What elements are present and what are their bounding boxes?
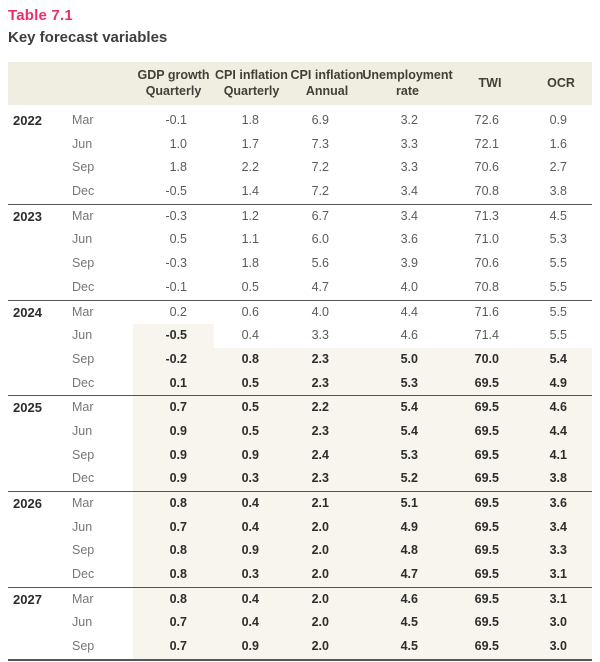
value-cell: 0.5 xyxy=(169,232,187,247)
year-label: 2027 xyxy=(13,591,42,607)
table-row xyxy=(8,444,592,468)
year-group-2023 xyxy=(8,204,592,300)
forecast-value-cell: 3.6 xyxy=(530,492,592,516)
forecast-value-cell: 69.5 xyxy=(450,467,530,491)
forecast-value-cell: 0.1 xyxy=(133,372,214,396)
forecast-value-cell: 5.2 xyxy=(365,467,450,491)
forecast-value-cell: 3.0 xyxy=(530,635,592,659)
value-cell: -0.5 xyxy=(165,184,187,199)
value-cell: 6.9 xyxy=(311,113,329,127)
value-cell: 72.6 xyxy=(474,113,499,127)
forecast-value-cell: 0.9 xyxy=(133,420,214,444)
forecast-value-cell: 69.5 xyxy=(450,396,530,420)
forecast-value-cell: 3.0 xyxy=(530,611,592,635)
value-cell: 3.9 xyxy=(400,256,418,271)
year-label: 2025 xyxy=(13,400,42,416)
quarter-label: Sep xyxy=(72,160,95,175)
value-cell: 4.0 xyxy=(400,279,418,294)
table-row xyxy=(8,276,592,300)
value-cell: 7.3 xyxy=(311,136,329,151)
value-cell: 71.6 xyxy=(474,304,499,319)
forecast-value-cell: 69.5 xyxy=(450,420,530,444)
value-cell: 3.4 xyxy=(400,208,418,223)
forecast-value-cell: 3.1 xyxy=(530,563,592,587)
value-cell: 3.6 xyxy=(400,232,418,247)
forecast-value-cell: 4.1 xyxy=(530,444,592,468)
forecast-value-cell: 2.4 xyxy=(289,444,365,468)
table-row xyxy=(8,301,592,325)
quarter-label: Jun xyxy=(72,519,93,534)
forecast-value-cell: 0.4 xyxy=(214,611,289,635)
year-group-2022 xyxy=(8,109,592,204)
value-cell: 4.4 xyxy=(400,304,418,319)
value-cell: 70.6 xyxy=(474,160,499,175)
col-header-unemployment-rate xyxy=(362,68,453,99)
forecast-value-cell: 4.7 xyxy=(365,563,450,587)
forecast-value-cell: 4.6 xyxy=(365,588,450,612)
value-cell: 4.0 xyxy=(311,304,329,319)
forecast-value-cell: 0.5 xyxy=(214,420,289,444)
forecast-value-cell: -0.5 xyxy=(133,324,214,348)
forecast-value-cell: 5.0 xyxy=(365,348,450,372)
forecast-value-cell: 0.4 xyxy=(214,588,289,612)
quarter-label: Sep xyxy=(72,447,95,462)
value-cell: 6.0 xyxy=(311,232,329,247)
value-cell: 70.6 xyxy=(474,256,499,271)
year-label xyxy=(8,156,64,180)
quarter-label: Jun xyxy=(72,136,93,151)
value-cell: 5.3 xyxy=(549,232,567,247)
quarter-label: Jun xyxy=(72,328,93,343)
forecast-value-cell: 4.4 xyxy=(530,420,592,444)
forecast-value-cell: 69.5 xyxy=(450,563,530,587)
forecast-value-cell: 69.5 xyxy=(450,611,530,635)
forecast-value-cell: 0.7 xyxy=(133,516,214,540)
value-cell: 3.3 xyxy=(400,160,418,175)
col-header-line1: TWI xyxy=(478,75,502,90)
table-row xyxy=(8,133,592,157)
value-cell: 72.1 xyxy=(474,136,499,151)
forecast-value-cell: 0.8 xyxy=(133,539,214,563)
forecast-value-cell: 2.0 xyxy=(289,539,365,563)
forecast-value-cell: 3.3 xyxy=(530,539,592,563)
col-header-twi xyxy=(450,76,530,91)
value-cell: 3.3 xyxy=(400,136,418,151)
forecast-value-cell: 2.3 xyxy=(289,372,365,396)
value-cell: 1.6 xyxy=(549,136,567,151)
year-label: 2022 xyxy=(13,113,42,128)
forecast-value-cell: 0.9 xyxy=(214,444,289,468)
value-cell: 0.2 xyxy=(169,304,187,319)
forecast-value-cell: 5.3 xyxy=(365,444,450,468)
year-label xyxy=(8,420,64,444)
forecast-value-cell: 3.4 xyxy=(530,516,592,540)
value-cell: 1.1 xyxy=(241,232,259,247)
quarter-label: Mar xyxy=(72,496,94,510)
table-row xyxy=(8,539,592,563)
forecast-value-cell: 3.1 xyxy=(530,588,592,612)
value-cell: -0.3 xyxy=(165,208,187,223)
forecast-value-cell: 0.3 xyxy=(214,563,289,587)
value-cell: 4.5 xyxy=(549,208,567,223)
forecast-value-cell: 0.5 xyxy=(214,396,289,420)
table-row xyxy=(8,611,592,635)
table-row xyxy=(8,252,592,276)
forecast-value-cell: 2.3 xyxy=(289,420,365,444)
table-row xyxy=(8,348,592,372)
forecast-value-cell: 4.8 xyxy=(365,539,450,563)
value-cell: 2.7 xyxy=(549,160,567,175)
table-row xyxy=(8,228,592,252)
year-group-2026 xyxy=(8,491,592,587)
value-cell: 71.4 xyxy=(474,328,499,343)
quarter-label: Jun xyxy=(72,423,93,438)
forecast-value-cell: 0.8 xyxy=(133,588,214,612)
forecast-value-cell: 2.1 xyxy=(289,492,365,516)
table-row xyxy=(8,205,592,229)
table-row xyxy=(8,588,592,612)
quarter-label: Sep xyxy=(72,351,95,366)
year-label xyxy=(8,133,64,157)
col-header-line1: OCR xyxy=(547,75,575,90)
value-cell: 4.7 xyxy=(311,279,329,294)
forecast-value-cell: 0.5 xyxy=(214,372,289,396)
col-header-ocr xyxy=(530,76,592,91)
value-cell: 0.4 xyxy=(241,328,259,343)
table-row xyxy=(8,516,592,540)
value-cell: 1.8 xyxy=(241,256,259,271)
forecast-value-cell: 0.8 xyxy=(133,563,214,587)
forecast-value-cell: 4.9 xyxy=(530,372,592,396)
quarter-label: Dec xyxy=(72,567,95,582)
forecast-value-cell: 69.5 xyxy=(450,492,530,516)
value-cell: 71.0 xyxy=(474,232,499,247)
year-label xyxy=(8,635,64,659)
quarter-label: Sep xyxy=(72,543,95,558)
quarter-label: Dec xyxy=(72,471,95,486)
col-header-line1: CPI inflation xyxy=(215,68,288,83)
forecast-table xyxy=(8,62,592,661)
forecast-value-cell: 0.9 xyxy=(133,444,214,468)
value-cell: 1.0 xyxy=(169,136,187,151)
forecast-value-cell: 4.5 xyxy=(365,611,450,635)
forecast-value-cell: 0.7 xyxy=(133,635,214,659)
value-cell: 1.7 xyxy=(241,136,259,151)
value-cell: -0.3 xyxy=(165,256,187,271)
value-cell: 6.7 xyxy=(311,208,329,223)
forecast-value-cell: 0.7 xyxy=(133,396,214,420)
year-label xyxy=(8,180,64,204)
forecast-value-cell: 2.3 xyxy=(289,467,365,491)
forecast-value-cell: 2.0 xyxy=(289,563,365,587)
value-cell: 3.3 xyxy=(311,328,329,343)
value-cell: 0.9 xyxy=(549,113,567,127)
forecast-value-cell: 0.8 xyxy=(133,492,214,516)
value-cell: 70.8 xyxy=(474,279,499,294)
year-label xyxy=(8,348,64,372)
forecast-value-cell: 5.3 xyxy=(365,372,450,396)
table-number: Table 7.1 xyxy=(8,7,73,24)
forecast-value-cell: 5.4 xyxy=(530,348,592,372)
quarter-label: Mar xyxy=(72,304,94,319)
forecast-value-cell: 69.5 xyxy=(450,635,530,659)
quarter-label: Mar xyxy=(72,208,94,223)
value-cell: 71.3 xyxy=(474,208,499,223)
forecast-value-cell: 2.0 xyxy=(289,588,365,612)
col-header-cpi-quarterly xyxy=(214,68,289,99)
value-cell: 5.5 xyxy=(549,279,567,294)
value-cell: 5.5 xyxy=(549,304,567,319)
year-group-2024 xyxy=(8,300,592,396)
year-label: 2023 xyxy=(13,208,42,224)
value-cell: 1.4 xyxy=(241,184,259,199)
forecast-value-cell: 2.2 xyxy=(289,396,365,420)
quarter-label: Jun xyxy=(72,615,93,630)
forecast-value-cell: 0.3 xyxy=(214,467,289,491)
year-label: 2026 xyxy=(13,496,42,511)
value-cell: 70.8 xyxy=(474,184,499,199)
year-label xyxy=(8,324,64,348)
value-cell: 1.8 xyxy=(169,160,187,175)
value-cell: 5.6 xyxy=(311,256,329,271)
year-label xyxy=(8,611,64,635)
year-group-2027 xyxy=(8,587,592,659)
table-row xyxy=(8,109,592,133)
quarter-label: Dec xyxy=(72,279,95,294)
forecast-value-cell: 0.9 xyxy=(214,539,289,563)
quarter-label: Sep xyxy=(72,256,95,271)
year-label xyxy=(8,252,64,276)
year-group-2025 xyxy=(8,395,592,491)
forecast-value-cell: 69.5 xyxy=(450,588,530,612)
year-label xyxy=(8,539,64,563)
year-label xyxy=(8,444,64,468)
table-body xyxy=(8,109,592,661)
table-row xyxy=(8,563,592,587)
col-header-line1: CPI inflation xyxy=(290,68,364,83)
value-cell: 5.5 xyxy=(549,328,567,343)
value-cell: 3.8 xyxy=(549,184,567,199)
forecast-value-cell: 70.0 xyxy=(450,348,530,372)
table-row xyxy=(8,492,592,516)
year-label: 2024 xyxy=(13,304,42,320)
forecast-value-cell: 0.7 xyxy=(133,611,214,635)
forecast-value-cell: 0.4 xyxy=(214,492,289,516)
forecast-value-cell: 2.0 xyxy=(289,635,365,659)
quarter-label: Mar xyxy=(72,113,94,127)
forecast-value-cell: 5.1 xyxy=(365,492,450,516)
col-header-line2: Quarterly xyxy=(223,83,280,98)
table-row xyxy=(8,396,592,420)
col-header-gdp-growth xyxy=(133,68,214,99)
value-cell: 5.5 xyxy=(549,256,567,271)
value-cell: 3.4 xyxy=(400,184,418,199)
value-cell: 4.6 xyxy=(400,328,418,343)
forecast-value-cell: 2.0 xyxy=(289,516,365,540)
forecast-value-cell: 4.9 xyxy=(365,516,450,540)
value-cell: 0.5 xyxy=(241,279,259,294)
forecast-value-cell: 4.5 xyxy=(365,635,450,659)
forecast-value-cell: 3.8 xyxy=(530,467,592,491)
col-header-line2: rate xyxy=(396,83,419,98)
value-cell: 7.2 xyxy=(311,184,329,199)
value-cell: -0.1 xyxy=(165,113,187,127)
forecast-value-cell: 69.5 xyxy=(450,444,530,468)
value-cell: 2.2 xyxy=(241,160,259,175)
value-cell: -0.1 xyxy=(165,279,187,294)
table-row xyxy=(8,156,592,180)
year-label xyxy=(8,516,64,540)
quarter-label: Dec xyxy=(72,184,95,199)
value-cell: 7.2 xyxy=(311,160,329,175)
forecast-value-cell: 2.0 xyxy=(289,611,365,635)
quarter-label: Jun xyxy=(72,232,93,247)
year-label xyxy=(8,276,64,300)
value-cell: 1.8 xyxy=(241,113,259,127)
forecast-value-cell: 5.4 xyxy=(365,420,450,444)
table-row xyxy=(8,420,592,444)
year-label xyxy=(8,372,64,396)
year-label xyxy=(8,563,64,587)
forecast-value-cell: 2.3 xyxy=(289,348,365,372)
forecast-value-cell: 69.5 xyxy=(450,539,530,563)
col-header-line1: GDP growth xyxy=(137,68,210,83)
col-header-cpi-annual xyxy=(289,68,365,99)
year-label xyxy=(8,228,64,252)
forecast-value-cell: 5.4 xyxy=(365,396,450,420)
forecast-value-cell: 0.9 xyxy=(133,467,214,491)
table-row xyxy=(8,324,592,348)
quarter-label: Mar xyxy=(72,400,94,415)
col-header-line1: Unemployment xyxy=(362,68,453,83)
forecast-value-cell: 69.5 xyxy=(450,516,530,540)
table-row xyxy=(8,372,592,396)
quarter-label: Mar xyxy=(72,591,94,606)
table-header-row xyxy=(8,62,592,105)
quarter-label: Dec xyxy=(72,375,95,390)
forecast-value-cell: 0.8 xyxy=(214,348,289,372)
forecast-value-cell: 0.9 xyxy=(214,635,289,659)
col-header-line2: Annual xyxy=(305,83,349,98)
forecast-value-cell: 4.6 xyxy=(530,396,592,420)
col-header-line2: Quarterly xyxy=(145,83,202,98)
year-label xyxy=(8,467,64,491)
table-row xyxy=(8,180,592,204)
value-cell: 3.2 xyxy=(400,113,418,127)
value-cell: 1.2 xyxy=(241,208,259,223)
forecast-value-cell: -0.2 xyxy=(133,348,214,372)
page-title: Key forecast variables xyxy=(8,29,168,46)
value-cell: 0.6 xyxy=(241,304,259,319)
forecast-value-cell: 0.4 xyxy=(214,516,289,540)
table-row xyxy=(8,467,592,491)
quarter-label: Sep xyxy=(72,639,95,654)
forecast-value-cell: 69.5 xyxy=(450,372,530,396)
table-row xyxy=(8,635,592,659)
